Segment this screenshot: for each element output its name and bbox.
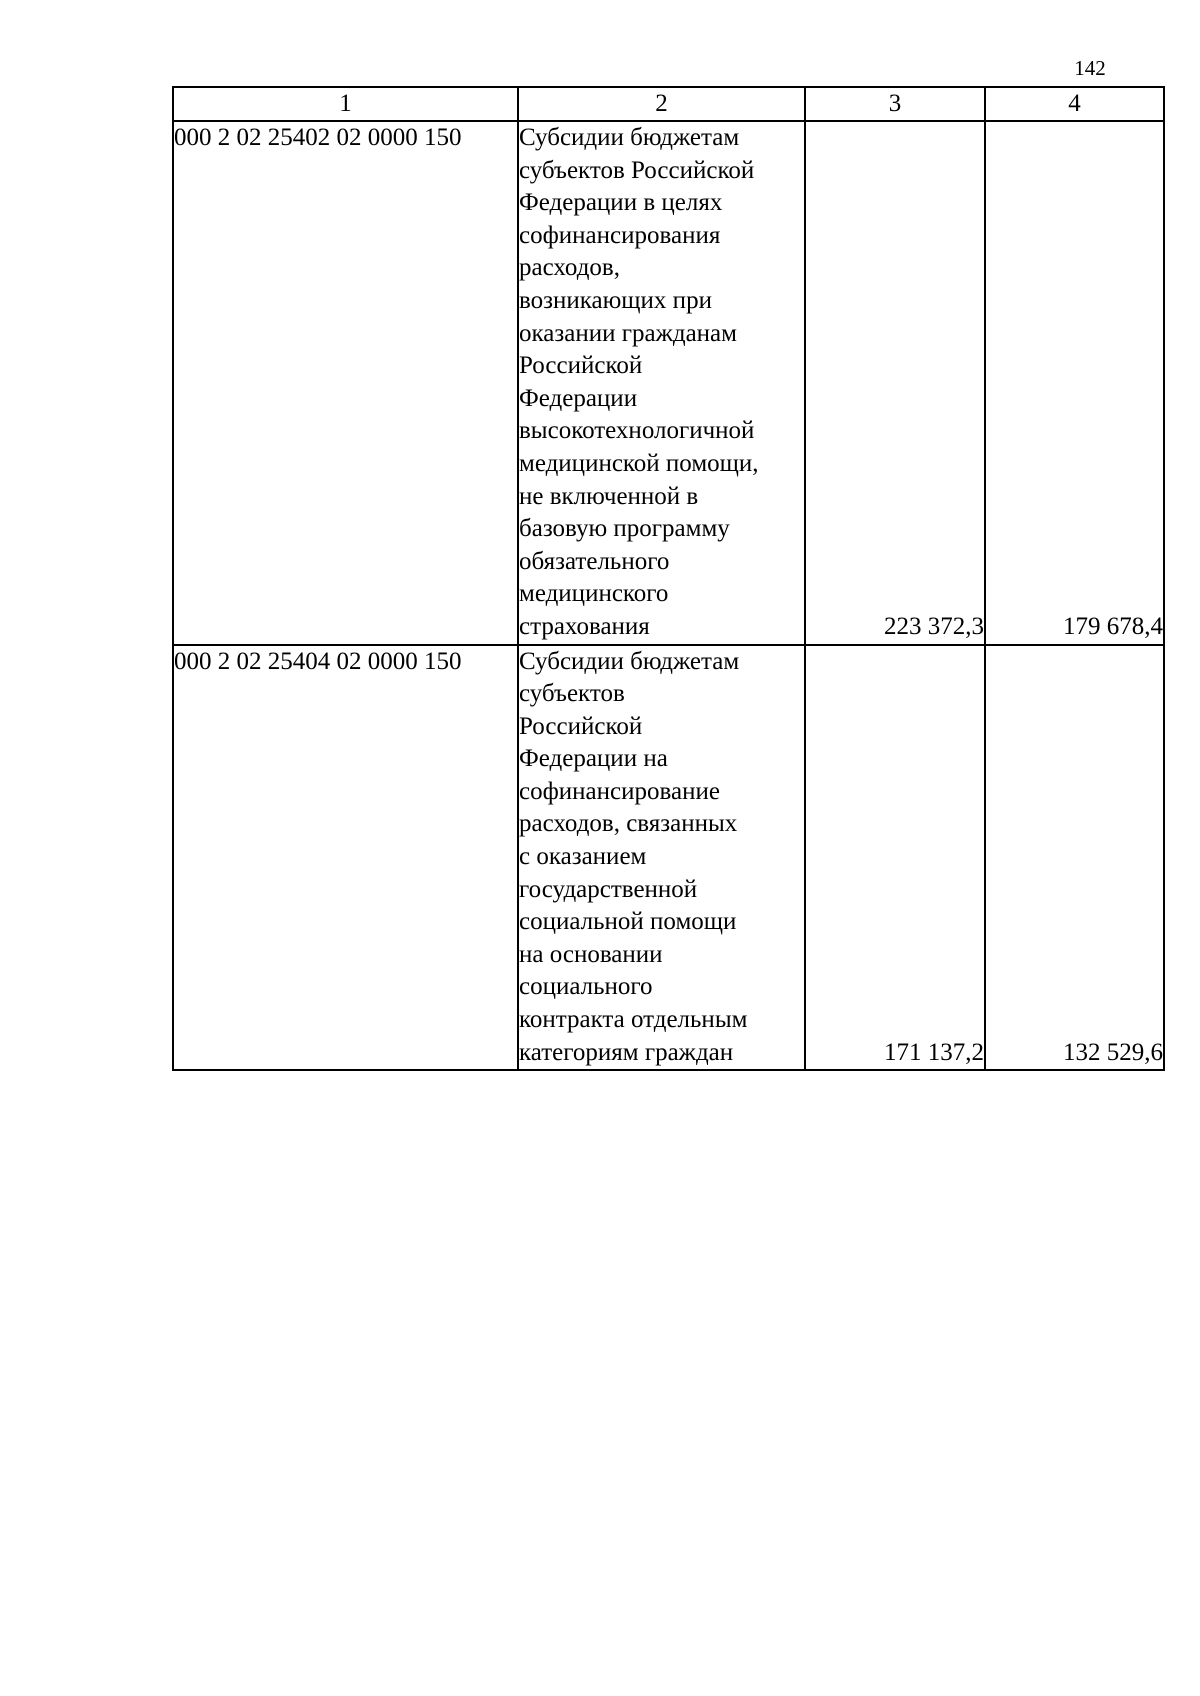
description-cell [518, 645, 805, 1071]
header-row [173, 87, 1164, 121]
description-line: расходов, связанных [519, 810, 738, 838]
description-line: оказании гражданам [519, 319, 737, 347]
description-line: софинансирование [519, 777, 720, 805]
budget-table [172, 86, 1165, 1071]
description-line: субъектов [519, 680, 625, 708]
amount-cell-col3: 171 137,2 [805, 645, 985, 1071]
table-body [173, 121, 1164, 1070]
description-line: Федерации на [519, 745, 668, 773]
description-line: с оказанием [519, 843, 647, 871]
budget-code-cell: 000 2 02 25402 02 0000 150 [173, 121, 518, 645]
description-line: Российской [519, 352, 643, 380]
table-header [173, 87, 1164, 121]
description-line: медицинского [519, 580, 669, 608]
description-line: высокотехнологичной [519, 417, 755, 445]
description-line: Российской [519, 712, 643, 740]
description-line: Субсидии бюджетам [519, 124, 740, 151]
amount-cell-col4: 132 529,6 [985, 645, 1164, 1071]
description-line: социальной помощи [519, 908, 737, 936]
description-line: софинансирования [519, 221, 721, 249]
header-cell-2: 2 [518, 87, 805, 121]
description-line: Федерации в целях [519, 189, 723, 217]
budget-code-cell: 000 2 02 25404 02 0000 150 [173, 645, 518, 1071]
description-line: субъектов Российской [519, 156, 755, 184]
description-line: Субсидии бюджетам [519, 647, 740, 675]
amount-cell-col4: 179 678,4 [985, 121, 1164, 645]
description-line: медицинской помощи, [519, 449, 759, 477]
description-line: социального [519, 973, 653, 1001]
description-line: государственной [519, 875, 698, 903]
description-line: не включенной в [519, 482, 699, 510]
header-cell-3: 3 [805, 87, 985, 121]
description-line: страхования [519, 612, 650, 640]
description-line: расходов, [519, 254, 620, 282]
description-line: на основании [519, 940, 663, 968]
table-row [173, 121, 1164, 645]
description-line: базовую программу [519, 515, 730, 543]
page-number: 142 [1074, 56, 1106, 80]
description-line: Федерации [519, 384, 638, 412]
amount-cell-col3: 223 372,3 [805, 121, 985, 645]
description-line: категориям граждан [519, 1038, 734, 1066]
description-line: контракта отдельным [519, 1006, 748, 1034]
table-row [173, 645, 1164, 1071]
description-line: возникающих при [519, 286, 712, 314]
description-cell [518, 121, 805, 645]
description-line: обязательного [519, 547, 670, 575]
header-cell-1: 1 [173, 87, 518, 121]
header-cell-4: 4 [985, 87, 1164, 121]
